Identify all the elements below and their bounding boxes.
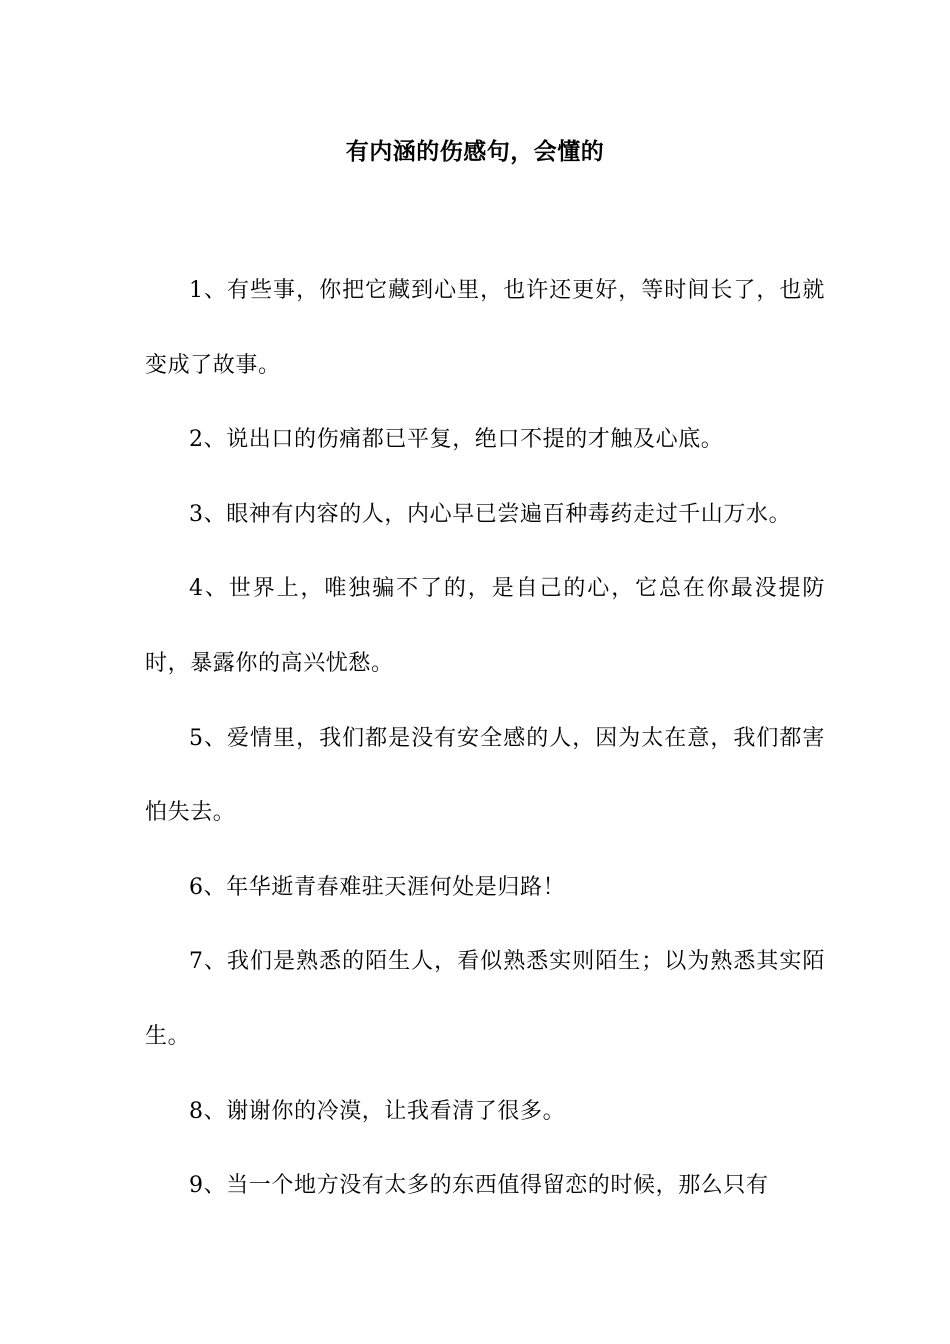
- document-body: [145, 254, 825, 1224]
- paragraph-9: 9、当一个地方没有太多的东西值得留恋的时候，那么只有: [189, 1173, 769, 1199]
- document-title: 有内涵的伤感句，会懂的: [345, 139, 605, 165]
- paragraph-6: 6、年华逝青春难驻天涯何处是归路！: [189, 874, 566, 900]
- paragraph-7: 7、我们是熟悉的陌生人，看似熟悉实则陌生；以为熟悉其实陌生。: [145, 949, 825, 1049]
- paragraph-8: 8、谢谢你的冷漠，让我看清了很多。: [189, 1098, 566, 1124]
- paragraph-4: 4、世界上，唯独骗不了的，是自己的心，它总在你最没提防时，暴露你的高兴忧愁。: [145, 576, 825, 676]
- paragraph-3: 3、眼神有内容的人，内心早已尝遍百种毒药走过千山万水。: [189, 501, 792, 527]
- paragraph-2: 2、说出口的伤痛都已平复，绝口不提的才触及心底。: [189, 427, 724, 453]
- paragraph-5: 5、爱情里，我们都是没有安全感的人，因为太在意，我们都害怕失去。: [145, 725, 825, 826]
- paragraph-1: 1、有些事，你把它藏到心里，也许还更好，等时间长了，也就变成了故事。: [145, 278, 825, 378]
